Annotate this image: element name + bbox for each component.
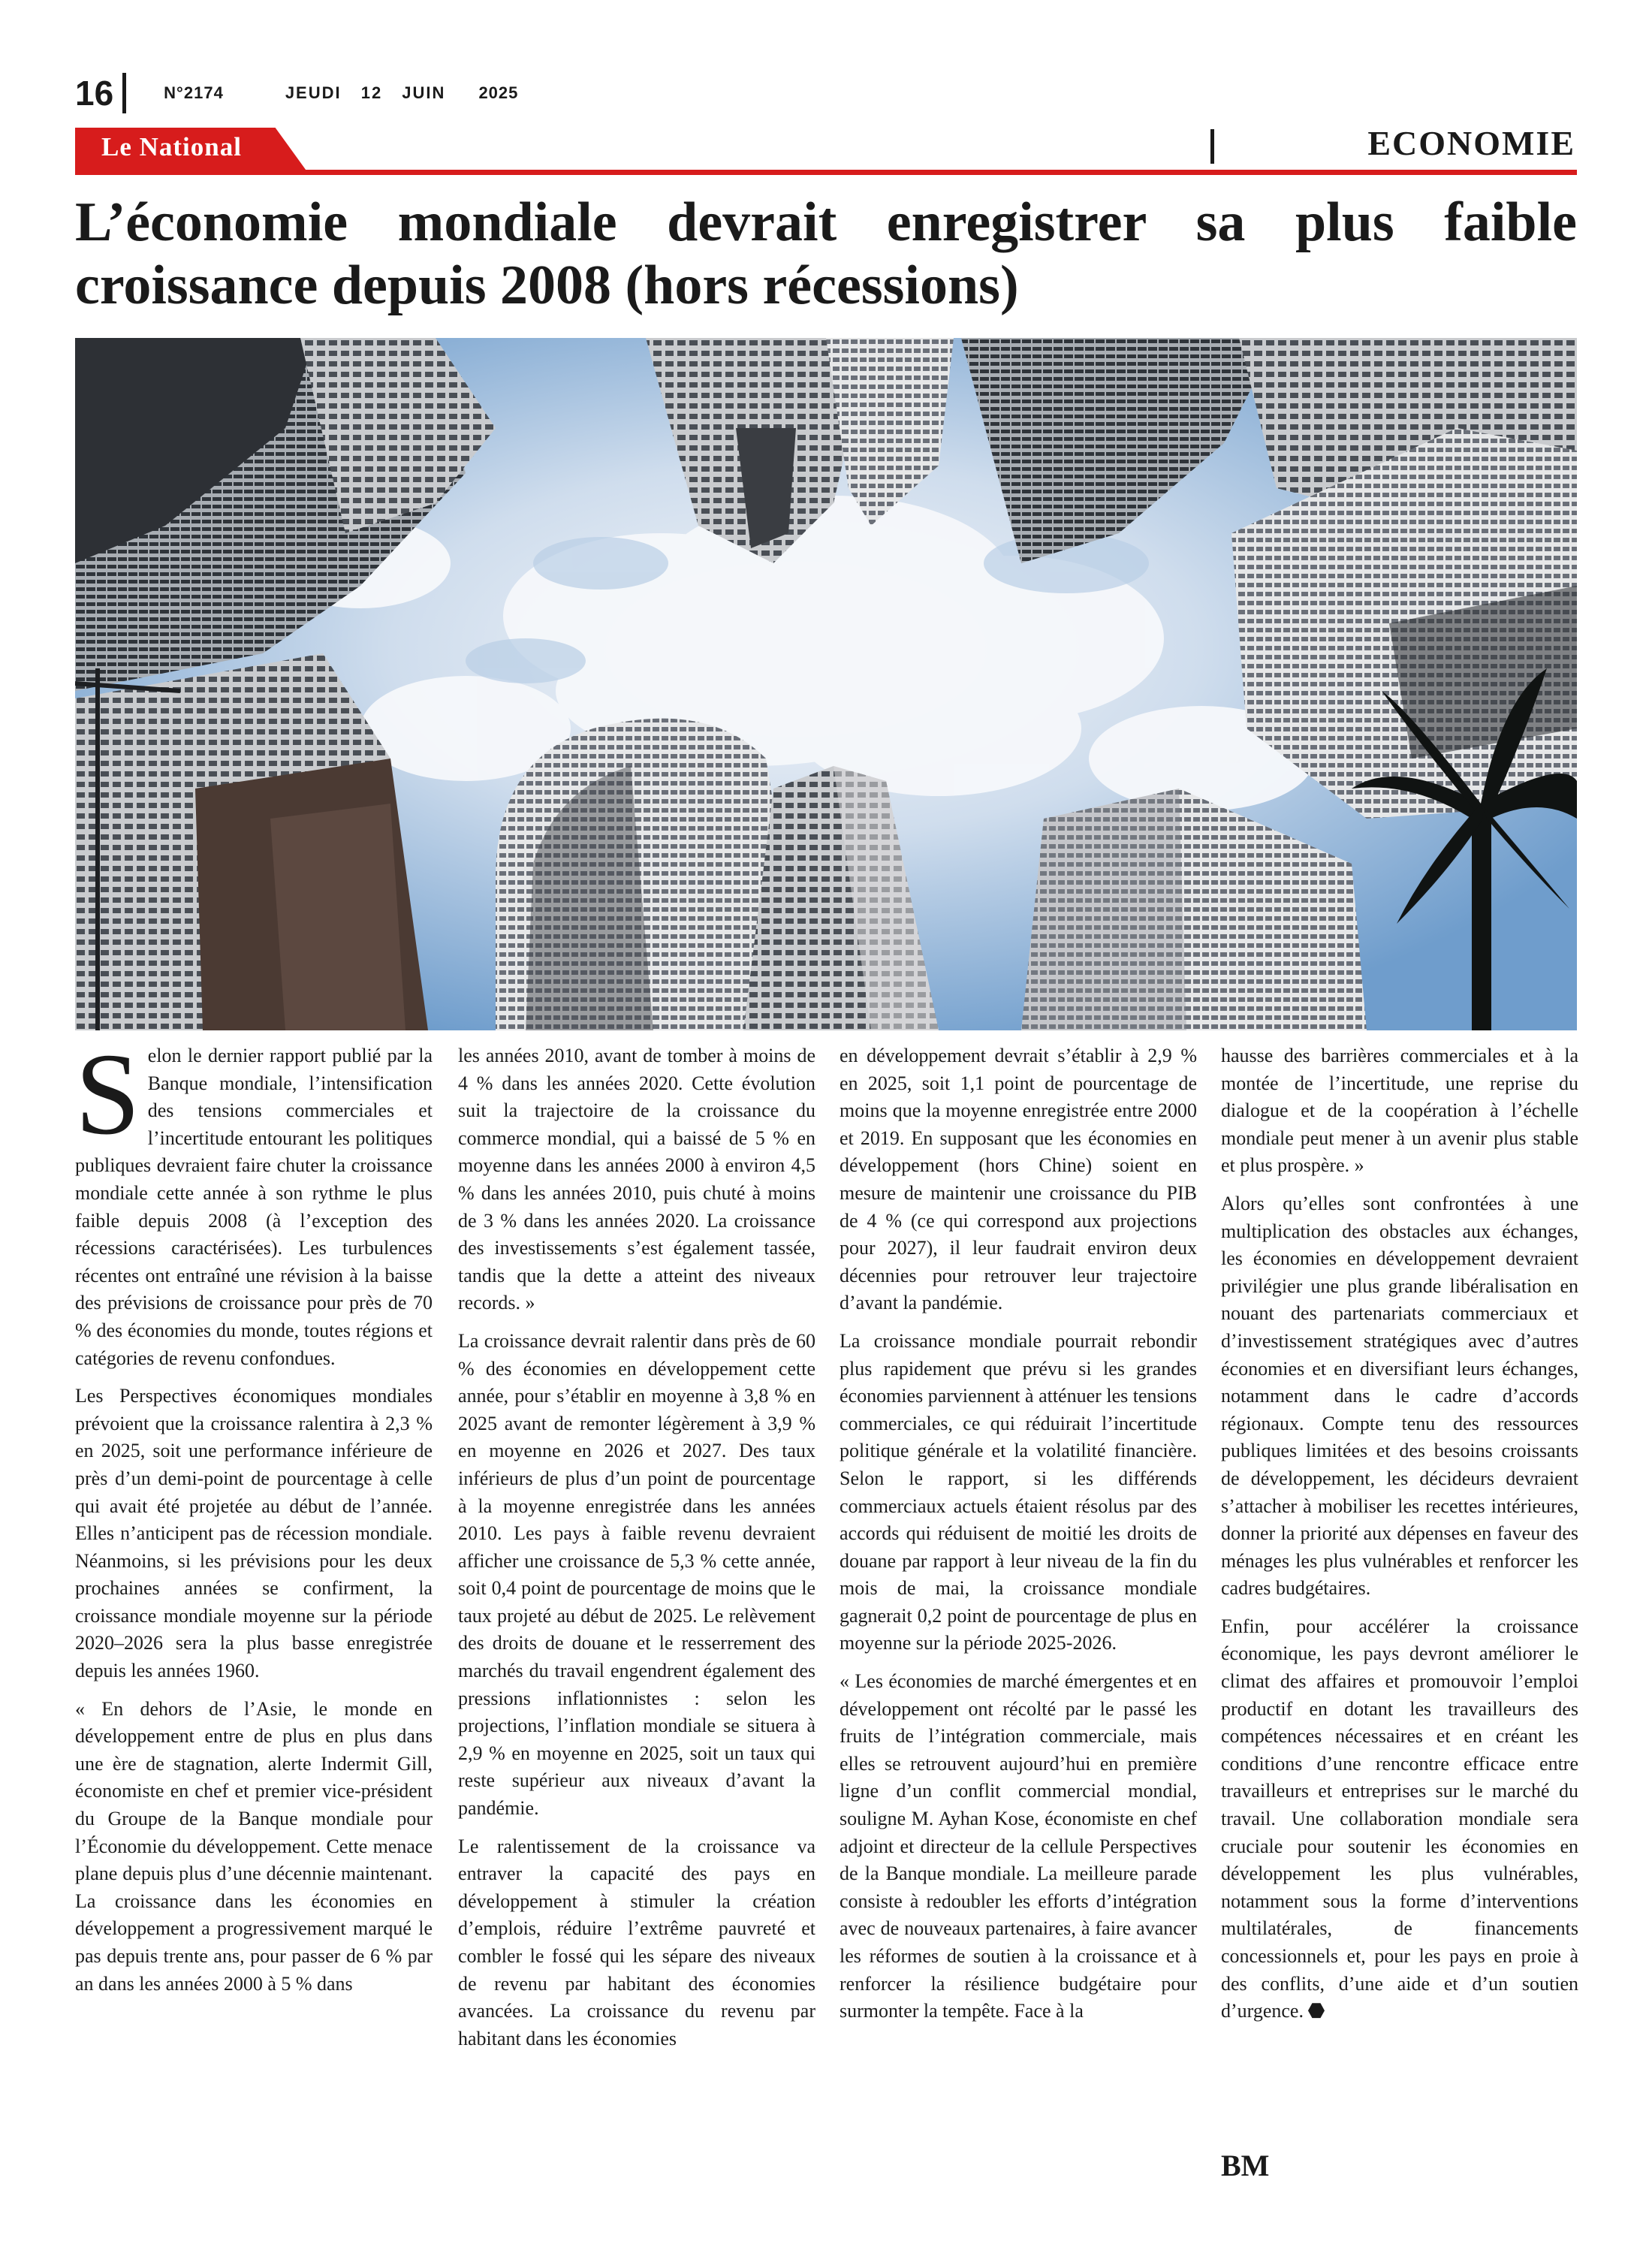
article-photo — [75, 338, 1577, 1030]
page-number: 16 — [75, 74, 114, 113]
header-rule — [75, 170, 1577, 175]
paragraph-text: elon le dernier rapport publié par la Banque mondiale, l’intensification des tensions commerciales et l’incertitude entourant les politiques publiques devraient faire chuter la croissance mondiale cette année à son rythme le plus faible depuis 2008 (à l’exception des récessions caractérisées). Les turbulences récentes ont entraîné une révision à la baisse des prévisions de croissance pour près de 70 % des économies du monde, toutes régions et catégories de revenu confondues. — [75, 1045, 433, 1369]
drop-cap: S — [75, 1042, 140, 1159]
article-column-1 — [75, 1042, 433, 2124]
skyscrapers-illustration — [75, 338, 1577, 1030]
paragraph: Les Perspectives économiques mondiales prévoient que la croissance ralentira à 2,3 % en 2025, soit une performance inférieure de près d’un demi-point de pourcentage à celle qui avait été projetée au début de l’année. Elles n’anticipent pas de récession mondiale. Néanmoins, si les prévisions pour les deux prochaines années se confirment, la croissance mondiale moyenne sur la période 2020–2026 sera la plus basse enregistrée depuis les années 1960. — [75, 1385, 433, 1682]
paragraph: Alors qu’elles sont confrontées à une multiplication des obstacles aux échanges, les économies en développement devraient privilégier une plus grande libéralisation en nouant des partenariats commerciaux et d’investissement stratégiques avec d’autres économies et en diversifiant leurs échanges, notamment dans le cadre d’accords régionaux. Compte tenu des ressources publiques limitées et des besoins croissants de développement, les décideurs devraient s’attacher à mobiliser les recettes intérieures, donner la priorité aux dépenses en faveur des ménages les plus vulnérables et renforcer les cadres budgétaires. — [1221, 1192, 1578, 1600]
newspaper-brand: Le National — [101, 132, 242, 161]
paragraph: Le ralentissement de la croissance va entraver la capacité des pays en développement à stimuler la création d’emplois, réduire l’extrême pauvreté et combler le fossé qui les sépare des niveaux de revenu par habitant des économies avancées. La croissance du revenu par habitant dans les économies — [458, 1835, 815, 2049]
page-folio — [75, 72, 518, 114]
article-column-4 — [1221, 1042, 1578, 2124]
article-signature: BM — [1221, 2149, 1270, 2182]
paragraph-text: Enfin, pour accélérer la croissance économique, les pays devront améliorer le climat des affaires et promouvoir l’emploi productif en dotant les travailleurs des compétences nécessaires et en créant les conditions d’une rencontre efficace entre travailleurs et entreprises sur le marché du travail. Une collaboration mondiale sera cruciale pour soutenir les économies en développement les plus vulnérables, notamment sous la forme d’interventions multilatérales, de financements concessionnels et, pour les pays en proie à des conflits, d’une aide et d’un soutien d’urgence. — [1221, 1615, 1578, 2022]
article-column-2 — [458, 1042, 815, 2124]
article-headline: L’économie mondiale devrait enregistrer sa plus faible croissance depuis 2008 (hors récessions) — [75, 192, 1577, 316]
article-column-3 — [840, 1042, 1197, 2124]
issue-date: JEUDI 12 JUIN — [285, 83, 446, 102]
paragraph — [75, 1042, 433, 1372]
paragraph: les années 2010, avant de tomber à moins de 4 % dans les années 2020. Cette évolution suit la trajectoire de la croissance du commerce mondial, qui a baissé de 5 % en moyenne dans les années 2000 à environ 4,5 % dans les années 2010, puis chuté à moins de 3 % dans les années 2020. La croissance des investissements s’est également tassée, tandis que la dette a atteint des niveaux records. » — [458, 1045, 815, 1314]
paragraph: « Les économies de marché émergentes et en développement ont récolté par le passé les fruits de l’intégration commerciale, mais elles se retrouvent aujourd’hui en première ligne d’un conflit commercial mondial, souligne M. Ayhan Kose, économiste en chef adjoint et directeur de la cellule Perspectives de la Banque mondiale. La meilleure parade consiste à redoubler les efforts d’intégration avec de nouveaux partenaires, à faire avancer les réformes de soutien à la croissance et à renforcer la résilience budgétaire pour surmonter la tempête. Face à la — [840, 1670, 1197, 2022]
issue-year: 2025 — [478, 83, 519, 102]
paragraph — [1221, 1613, 1578, 2025]
issue-number: N°2174 — [164, 83, 224, 102]
folio-divider — [122, 73, 126, 113]
paragraph: hausse des barrières commerciales et à la montée de l’incertitude, une reprise du dialogue et de la coopération à l’échelle mondiale peut mener à un avenir plus stable et plus prospère. » — [1221, 1045, 1578, 1177]
end-of-article-icon — [1308, 2002, 1325, 2019]
section-label: ECONOMIE — [1367, 124, 1575, 162]
paragraph: en développement devrait s’établir à 2,9 % en 2025, soit 1,1 point de pourcentage de moins que la moyenne enregistrée entre 2000 et 2019. En supposant que les économies en développement (hors Chine) soient en mesure de maintenir une croissance du PIB de 4 % (ce qui correspond aux projections pour 2027), il leur faudrait environ deux décennies pour retrouver leur trajectoire d’avant la pandémie. — [840, 1045, 1197, 1314]
paragraph: La croissance mondiale pourrait rebondir plus rapidement que prévu si les grandes économies parviennent à atténuer les tensions commerciales, ce qui réduirait l’incertitude politique générale et la volatilité financière. Selon le rapport, si les différends commerciaux actuels étaient résolus par des accords qui réduisent de moitié les droits de douane par rapport à leur niveau de la fin du mois de mai, la croissance mondiale gagnerait 0,2 point de pourcentage de plus en moyenne sur la période 2025-2026. — [840, 1329, 1197, 1654]
paragraph: La croissance devrait ralentir dans près de 60 % des économies en développement cette année, pour s’établir en moyenne à 3,8 % en 2025 avant de remonter légèrement à 3,9 % en moyenne en 2026 et 2027. Des taux inférieurs de plus d’un point de pourcentage à la moyenne enregistrée dans les années 2010. Les pays à faible revenu devraient afficher une croissance de 5,3 % cette année, soit 0,4 point de pourcentage de moins que le taux projeté au début de 2025. Le relèvement des droits de douane et le resserrement des marchés du travail engendrent également des pressions inflationnistes : selon les projections, l’inflation mondiale se situera à 2,9 % en moyenne en 2025, soit un taux qui reste supérieur aux niveaux d’avant la pandémie. — [458, 1329, 815, 1820]
section-divider — [1210, 129, 1214, 164]
paragraph: « En dehors de l’Asie, le monde en développement entre de plus en plus dans une ère de stagnation, alerte Indermit Gill, économiste en chef et premier vice-président du Groupe de la Banque mondiale pour l’Économie du développement. Cette menace plane depuis plus d’une décennie maintenant. La croissance dans les économies en développement a progressivement marqué le pas depuis trente ans, pour passer de 6 % par an dans les années 2000 à 5 % dans — [75, 1697, 433, 1995]
